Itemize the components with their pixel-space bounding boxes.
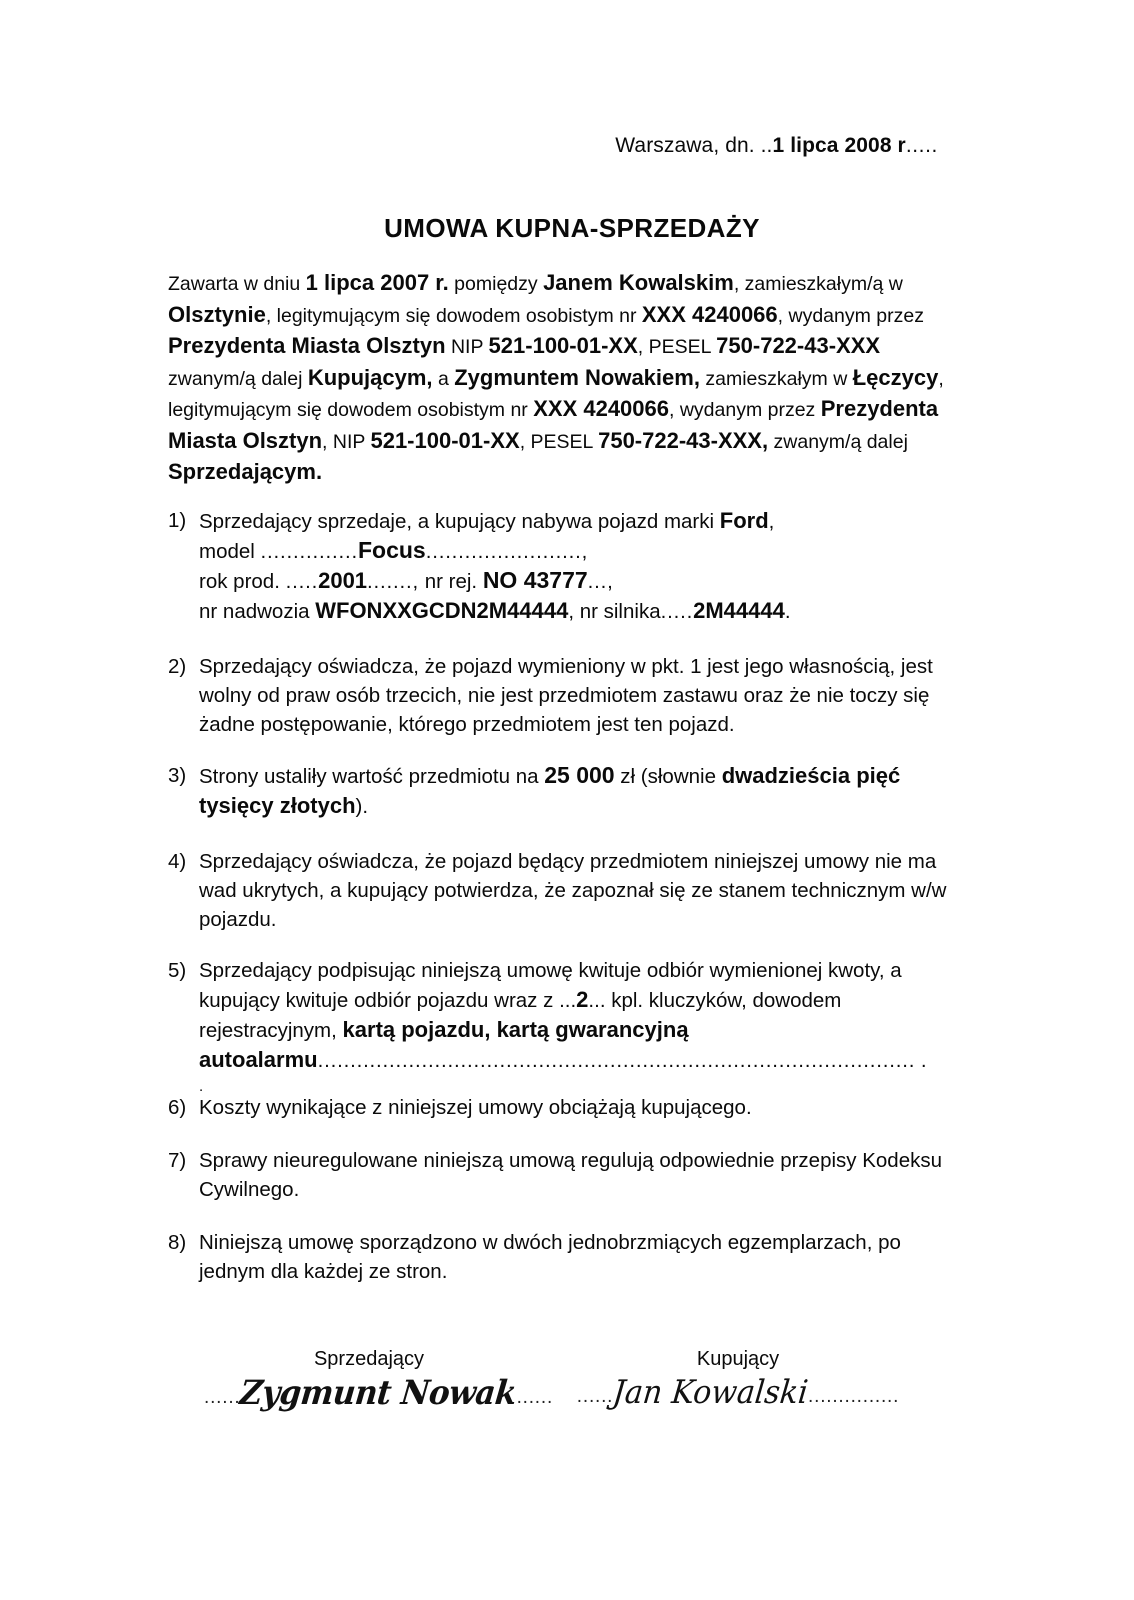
intro-seg-1: Zawarta w dniu [168, 273, 306, 295]
buyer-role-label: Kupującym, [307, 364, 433, 390]
document-body [168, 268, 958, 1286]
vehicle-year: 2001 [318, 567, 368, 593]
date-dots: ..... [905, 134, 938, 157]
clause-7-text: Sprawy nieuregulowane niniejszą umową regulują odpowiednie przepisy Kodeksu Cywilnego. [199, 1148, 943, 1201]
c1-period: . [784, 599, 791, 623]
c5-text-b: ... kpl. kluczyków, dowodem rejestracyjnym, [199, 988, 842, 1042]
engine-dots: ..... [660, 599, 694, 623]
c1-text-b: , [768, 509, 775, 533]
intro-seg-9: a [432, 367, 455, 390]
c5-tail: . [915, 1048, 927, 1072]
place-label: Warszawa, dn. .. [615, 134, 773, 157]
clause-7 [168, 1146, 958, 1204]
clause-3 [168, 761, 958, 821]
seller-nip: 521-100-01-XX [370, 427, 520, 453]
vehicle-vin: WFONXXGCDN2M44444 [315, 597, 569, 623]
date-line [0, 134, 938, 158]
c5-text-a: Sprzedający podpisując niniejszą umowę kwituje odbiór wymienionej kwoty, a kupujący kwituje odbiór pojazdu wraz z ... [199, 958, 902, 1012]
c3-text-c: ). [355, 794, 369, 818]
vin-label: nr nadwozia [199, 599, 316, 623]
seller-id-issuer: Prezydenta Miasta Olsztyn [168, 396, 939, 453]
intro-seg-7: , PESEL [637, 336, 717, 358]
engine-label: , nr silnika [568, 599, 661, 623]
seller-city: Łęczycy [852, 364, 939, 390]
clause-8-marker: 8) [168, 1230, 187, 1254]
buyer-pesel: 750-722-43-XXX [716, 333, 881, 358]
clause-2 [168, 652, 958, 739]
document-title: UMOWA KUPNA-SPRZEDAŻY [384, 213, 760, 243]
buyer-signature-block [558, 1348, 918, 1410]
seller-signature-role: Sprzedający [313, 1348, 425, 1370]
stray-dot: . [199, 1077, 204, 1095]
clause-5-text [168, 956, 958, 1075]
clause-1-marker: 1) [168, 508, 187, 532]
buyer-nip: 521-100-01-XX [488, 333, 638, 358]
intro-seg-14: , PESEL [519, 430, 599, 453]
handover-extras: kartą pojazdu, kartą gwarancyjną autoalarmu [199, 1016, 689, 1072]
contract-date: 1 lipca 2007 r. [305, 270, 449, 295]
intro-seg-3: , zamieszkałym/ą w [733, 273, 903, 295]
seller-sig-dots-right: ...... [516, 1387, 554, 1408]
seller-pesel: 750-722-43-XXX, [598, 427, 769, 453]
plate-dots: ..., [587, 569, 614, 593]
c1-text-a: Sprzedający sprzedaje, a kupujący nabywa pojazd marki [199, 509, 720, 533]
keys-count: 2 [576, 986, 589, 1012]
seller-name: Zygmuntem Nowakiem, [454, 364, 700, 390]
model-dots-left: ............... [260, 539, 358, 563]
vehicle-model: Focus [357, 536, 426, 563]
c3-text-b: zł (słownie [614, 764, 722, 788]
clause-1-line-3 [168, 566, 958, 596]
vehicle-plate: NO 43777 [482, 566, 588, 593]
seller-role-label: Sprzedającym. [168, 459, 323, 484]
intro-seg-6: NIP [445, 336, 489, 358]
clause-4-marker: 4) [168, 849, 187, 873]
model-dots-right: ........................, [425, 539, 589, 563]
buyer-sig-dots-left: ...... [576, 1386, 614, 1407]
buyer-city: Olsztynie [168, 301, 266, 327]
vehicle-engine-number: 2M44444 [693, 597, 785, 623]
buyer-signature-line [558, 1375, 918, 1410]
model-label: model [199, 539, 261, 563]
clause-7-marker: 7) [168, 1148, 187, 1172]
intro-seg-13: , NIP [322, 430, 371, 453]
clause-1-line-4 [168, 596, 958, 626]
clause-2-text: Sprzedający oświadcza, że pojazd wymieniony w pkt. 1 jest jego własnością, jest wolny od praw osób trzecich, nie jest przedmiotem zastawu oraz że nie toczy się żadne postępowanie, którego przedmiotem jest ten pojazd. [199, 654, 933, 736]
seller-sig-dots-left: ...... [204, 1387, 241, 1408]
clause-8-text: Niniejszą umowę sporządzono w dwóch jednobrzmiących egzemplarzach, po jednym dla każdej ze stron. [199, 1230, 901, 1283]
buyer-id-issuer: Prezydenta Miasta Olsztyn [168, 333, 446, 358]
clause-6-text: Koszty wynikające z niniejszej umowy obciążają kupującego. [199, 1095, 752, 1119]
intro-seg-8: zwanym/ą dalej [168, 367, 308, 390]
year-dots-left: ..... [285, 569, 319, 593]
intro-seg-2: pomiędzy [448, 273, 544, 295]
intro-seg-4: , legitymującym się dowodem osobistym nr [265, 304, 642, 327]
buyer-handwritten-signature: Jan Kowalski [611, 1373, 811, 1412]
signature-section [168, 1348, 958, 1488]
vehicle-brand: Ford [719, 507, 769, 533]
intro-seg-10: zamieszkałym w [699, 367, 853, 390]
clause-8 [168, 1228, 958, 1286]
intro-seg-12: , wydanym przez [669, 399, 821, 421]
plate-label: nr rej. [419, 569, 483, 593]
clause-list [168, 506, 958, 1286]
clause-4-text: Sprzedający oświadcza, że pojazd będący przedmiotem niniejszej umowy nie ma wad ukrytych, a kupujący potwierdza, że zapoznał się ze stanem technicznym w/w pojazdu. [199, 849, 947, 931]
c5-fill-dots: ............................................................................................ [317, 1048, 916, 1072]
buyer-id-number: XXX 4240066 [641, 301, 778, 327]
buyer-signature-role: Kupujący [696, 1348, 780, 1370]
clause-5-marker: 5) [168, 958, 187, 982]
seller-handwritten-signature: Zygmunt Nowak [238, 1373, 519, 1413]
clause-3-marker: 3) [168, 763, 187, 787]
c3-text-a: Strony ustaliły wartość przedmiotu na [199, 764, 545, 788]
intro-seg-15: zwanym/ą dalej [768, 430, 908, 453]
clause-5 [168, 956, 958, 1075]
price-amount: 25 000 [544, 761, 615, 788]
clause-6 [168, 1093, 958, 1122]
intro-paragraph [168, 268, 958, 488]
clause-4 [168, 847, 958, 934]
year-label: rok prod. [199, 569, 286, 593]
date-value: 1 lipca 2008 r [772, 134, 906, 157]
clause-2-marker: 2) [168, 654, 187, 678]
intro-seg-11: , legitymującym się dowodem osobistym nr [168, 367, 944, 421]
clause-3-text [168, 761, 958, 821]
seller-signature-block [204, 1348, 554, 1413]
seller-signature-line [204, 1373, 554, 1413]
price-in-words: dwadzieścia pięć tysięcy złotych [199, 762, 901, 818]
clause-6-marker: 6) [168, 1095, 187, 1119]
clause-1 [168, 506, 958, 626]
buyer-name: Janem Kowalskim [543, 270, 734, 295]
year-dots-right: ......., [367, 569, 420, 593]
clause-1-line-2 [168, 536, 958, 566]
seller-id-number: XXX 4240066 [533, 396, 669, 421]
clause-1-line-1 [168, 506, 958, 536]
intro-seg-5: , wydanym przez [777, 304, 924, 327]
buyer-sig-dots-right: ............... [808, 1386, 900, 1407]
